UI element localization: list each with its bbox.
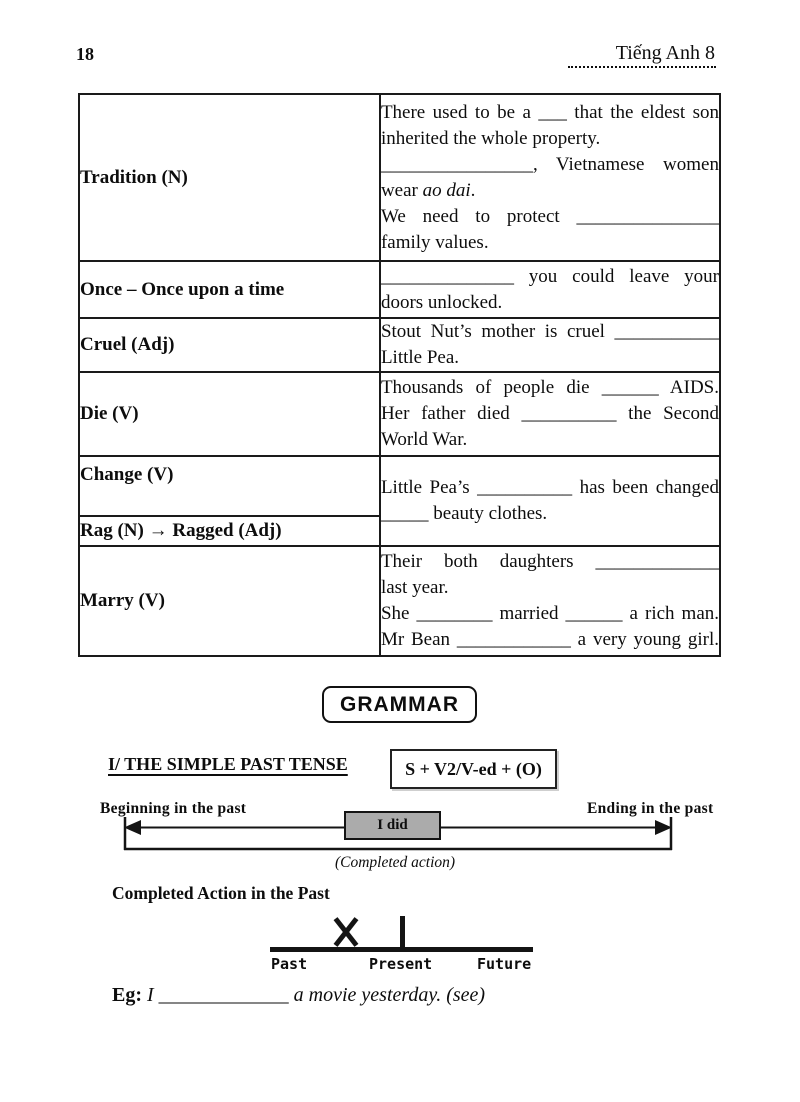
vocabulary-table bbox=[78, 93, 721, 657]
example-sentence bbox=[112, 984, 485, 1007]
axis-label-present: Present bbox=[369, 955, 433, 973]
table-row bbox=[79, 318, 720, 372]
section-title: I/ THE SIMPLE PAST TENSE bbox=[108, 754, 348, 774]
sentence-line: Little Pea’s __________ has been changed bbox=[380, 477, 719, 498]
left-arrowhead-icon bbox=[124, 820, 141, 835]
present-tick bbox=[400, 916, 405, 948]
example-label: Eg: bbox=[112, 984, 142, 1006]
sentence-line: We need to protect _______________ bbox=[380, 205, 719, 227]
sentence-line: Their both daughters _____________ bbox=[380, 551, 719, 572]
table-row bbox=[79, 372, 720, 456]
sentence-line: inherited the whole property. bbox=[380, 127, 601, 149]
sentence-line: Mr Bean ____________ a very young girl. bbox=[380, 629, 719, 650]
grammar-heading-badge: GRAMMAR bbox=[322, 686, 477, 723]
axis-label-past: Past bbox=[271, 955, 308, 973]
sentence-line: ______________ you could leave your bbox=[380, 265, 719, 287]
sentence-line: World War. bbox=[380, 429, 468, 450]
title-dotted-underline bbox=[568, 63, 716, 68]
sentence-line: There used to be a ___ that the eldest son bbox=[380, 101, 719, 123]
vocab-sentences bbox=[380, 261, 720, 318]
table-row bbox=[79, 261, 720, 318]
sentence-line: She ________ married ______ a rich man. bbox=[380, 603, 719, 624]
vocab-term: Tradition (N) bbox=[79, 94, 380, 261]
table-row bbox=[79, 94, 720, 261]
vocab-term: Rag (N) → Ragged (Adj) bbox=[79, 516, 380, 546]
i-did-label: I did bbox=[377, 817, 408, 833]
right-arrowhead-icon bbox=[655, 820, 672, 835]
vocab-sentences bbox=[380, 546, 720, 656]
sentence-line: last year. bbox=[380, 577, 449, 598]
timeline-caption: (Completed action) bbox=[334, 854, 456, 871]
sentence-line: Stout Nut’s mother is cruel ___________ bbox=[380, 321, 719, 342]
sentence-line: Little Pea. bbox=[380, 347, 460, 368]
x-marker-icon bbox=[333, 917, 359, 946]
vocab-sentences bbox=[380, 94, 720, 261]
vocab-sentences bbox=[380, 318, 720, 372]
completed-action-heading: Completed Action in the Past bbox=[112, 883, 330, 903]
table-row bbox=[79, 456, 720, 516]
vocab-term: Marry (V) bbox=[79, 546, 380, 656]
sentence-line: doors unlocked. bbox=[380, 291, 503, 313]
sentence-line: _____ beauty clothes. bbox=[380, 503, 548, 524]
sentence-line: ________________, Vietnamese women bbox=[380, 153, 719, 175]
axis-label-future: Future bbox=[477, 955, 532, 973]
page-number: 18 bbox=[76, 44, 94, 64]
sentence-line: family values. bbox=[380, 231, 489, 253]
vocab-term: Change (V) bbox=[79, 456, 380, 516]
timeline-left-label: Beginning in the past bbox=[100, 800, 247, 817]
vocab-sentences bbox=[380, 456, 720, 546]
vocab-term: Once – Once upon a time bbox=[79, 261, 380, 318]
vocab-term: Cruel (Adj) bbox=[79, 318, 380, 372]
sentence-line: Thousands of people die ______ AIDS. bbox=[380, 377, 719, 398]
sentence-line: wear ao dai. bbox=[380, 179, 476, 201]
tense-formula-box: S + V2/V-ed + (O) bbox=[390, 749, 557, 789]
vocab-sentences bbox=[380, 372, 720, 456]
book-title: Tiếng Anh 8 bbox=[615, 42, 715, 64]
timeline-right-label: Ending in the past bbox=[587, 800, 714, 817]
vocab-term: Die (V) bbox=[79, 372, 380, 456]
table-row bbox=[79, 546, 720, 656]
example-text: I _____________ a movie yesterday. (see) bbox=[147, 984, 486, 1006]
sentence-line: Her father died __________ the Second bbox=[380, 403, 719, 424]
